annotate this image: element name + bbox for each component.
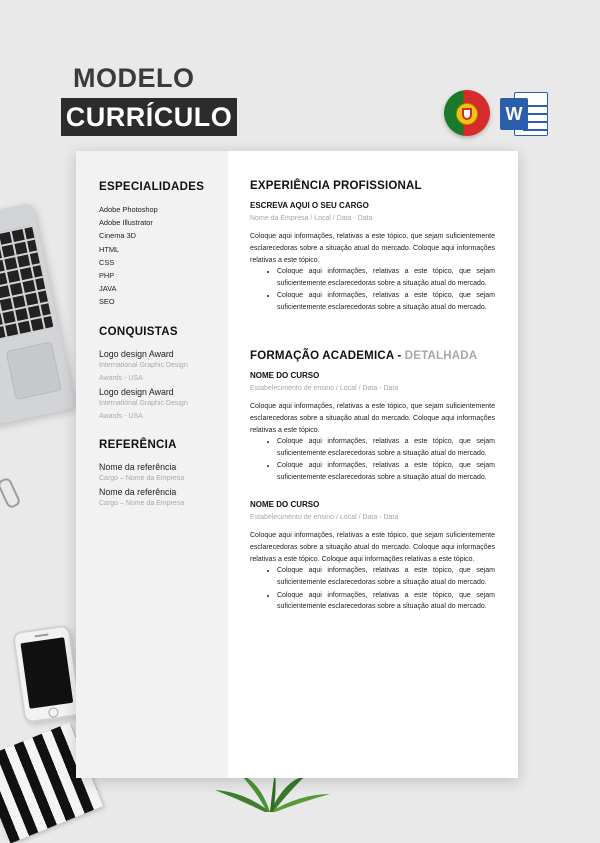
job-bullets — [250, 266, 495, 314]
education-heading-main: FORMAÇÃO ACADEMICA - — [250, 350, 405, 362]
reference-item — [99, 486, 219, 510]
paperclip-icon — [0, 476, 22, 509]
skills-section — [99, 181, 219, 309]
title-line-2: CURRÍCULO — [61, 98, 237, 136]
plant-image — [205, 772, 335, 812]
reference-role: Cargo – Nome da Empresa — [99, 475, 185, 482]
achievement-location: Awards - USA — [99, 375, 143, 382]
skill-item: JAVA — [99, 284, 117, 294]
skill-item: SEO — [99, 297, 115, 307]
achievements-section — [99, 326, 219, 424]
bullet-item: • Coloque aqui informações, relativas a este tópico, que sejam suficientemente esclarecedoras sobre a situação atual do mercado. — [277, 460, 495, 484]
reference-role: Cargo – Nome da Empresa — [99, 500, 185, 507]
bullet-item: • Coloque aqui informações, relativas a este tópico, que sejam suficientemente esclarecedoras sobre a situação atual do mercado. — [277, 266, 495, 290]
skill-item: PHP — [99, 271, 115, 281]
laptop-trackpad — [5, 341, 61, 400]
course-description: Coloque aqui informações, relativas a este tópico, que sejam suficientemente esclarecedoras sobre a situação atual do mercado. Coloque aqui informações relativas a este tópico. — [250, 403, 495, 434]
course-item — [250, 371, 495, 484]
resume-sheet — [76, 151, 518, 778]
course-bullets — [250, 436, 495, 484]
skills-heading: ESPECIALIDADES — [99, 181, 205, 193]
skill-item: CSS — [99, 257, 115, 267]
course-name: NOME DO CURSO — [250, 371, 320, 380]
laptop-keyboard — [0, 225, 54, 340]
references-section — [99, 439, 219, 511]
course-name: NOME DO CURSO — [250, 500, 320, 510]
skill-item: Adobe Illustrator — [99, 218, 153, 228]
skill-item: Cinema 3D — [99, 231, 136, 241]
skills-list — [99, 203, 219, 309]
bullet-item: • Coloque aqui informações, relativas a este tópico, que sejam suficientemente esclarecedoras sobre a situação atual do mercado. — [277, 565, 495, 589]
course-description: Coloque aqui informações, relativas a este tópico, que sejam suficientemente esclarecedoras sobre a situação atual do mercado. Coloque aqui informações relativas a este tópico. Coloque aqui informações relativas a este tópico. — [250, 532, 495, 563]
title-line-1: MODELO — [73, 63, 195, 93]
laptop-image — [0, 202, 76, 427]
course-meta: Estabelecimento de ensino / Local / Data - Data — [250, 514, 399, 522]
job-description: Coloque aqui informações, relativas a este tópico, que sejam suficientemente esclarecedoras sobre a situação atual do mercado. Coloque aqui informações relativas a este tópico. — [250, 233, 495, 264]
reference-item — [99, 461, 219, 485]
achievement-title: Logo design Award — [99, 349, 174, 359]
bullet-item: • Coloque aqui informações, relativas a este tópico, que sejam suficientemente esclarecedoras sobre a situação atual do mercado. — [277, 290, 495, 314]
skill-item: Adobe Photoshop — [99, 205, 158, 214]
skill-item: HTML — [99, 244, 120, 254]
portugal-flag-icon — [444, 90, 490, 136]
experience-section — [250, 180, 495, 315]
achievement-title: Logo design Award — [99, 387, 174, 397]
achievements-heading: CONQUISTAS — [99, 326, 178, 338]
course-bullets — [250, 565, 495, 613]
achievement-item — [99, 386, 219, 423]
bullet-item: • Coloque aqui informações, relativas a este tópico, que sejam suficientemente esclarecedoras sobre a situação atual do mercado. — [277, 590, 495, 614]
achievement-item — [99, 348, 219, 385]
course-meta: Estabelecimento de ensino / Local / Data - Data — [250, 385, 399, 392]
reference-name: Nome da referência — [99, 487, 177, 497]
achievement-org: International Graphic Design — [99, 400, 188, 407]
phone-screen — [20, 637, 73, 708]
job-title: ESCREVA AQUI O SEU CARGO — [250, 201, 369, 210]
word-letter: W — [500, 98, 528, 130]
education-heading — [250, 350, 495, 362]
experience-heading: EXPERIÊNCIA PROFISSIONAL — [250, 180, 422, 192]
references-heading: REFERÊNCIA — [99, 439, 177, 451]
smartphone-image — [12, 624, 82, 723]
bullet-item: • Coloque aqui informações, relativas a este tópico, que sejam suficientemente esclarecedoras sobre a situação atual do mercado. — [277, 436, 495, 460]
education-heading-suffix: DETALHADA — [404, 350, 478, 362]
job-meta: Nome da Empresa / Local / Data - Data — [250, 215, 373, 222]
achievement-org: International Graphic Design — [99, 362, 188, 369]
microsoft-word-icon — [500, 92, 548, 136]
education-section — [250, 350, 495, 614]
reference-name: Nome da referência — [99, 462, 177, 472]
course-item — [250, 500, 495, 613]
achievement-location: Awards - USA — [99, 413, 143, 420]
